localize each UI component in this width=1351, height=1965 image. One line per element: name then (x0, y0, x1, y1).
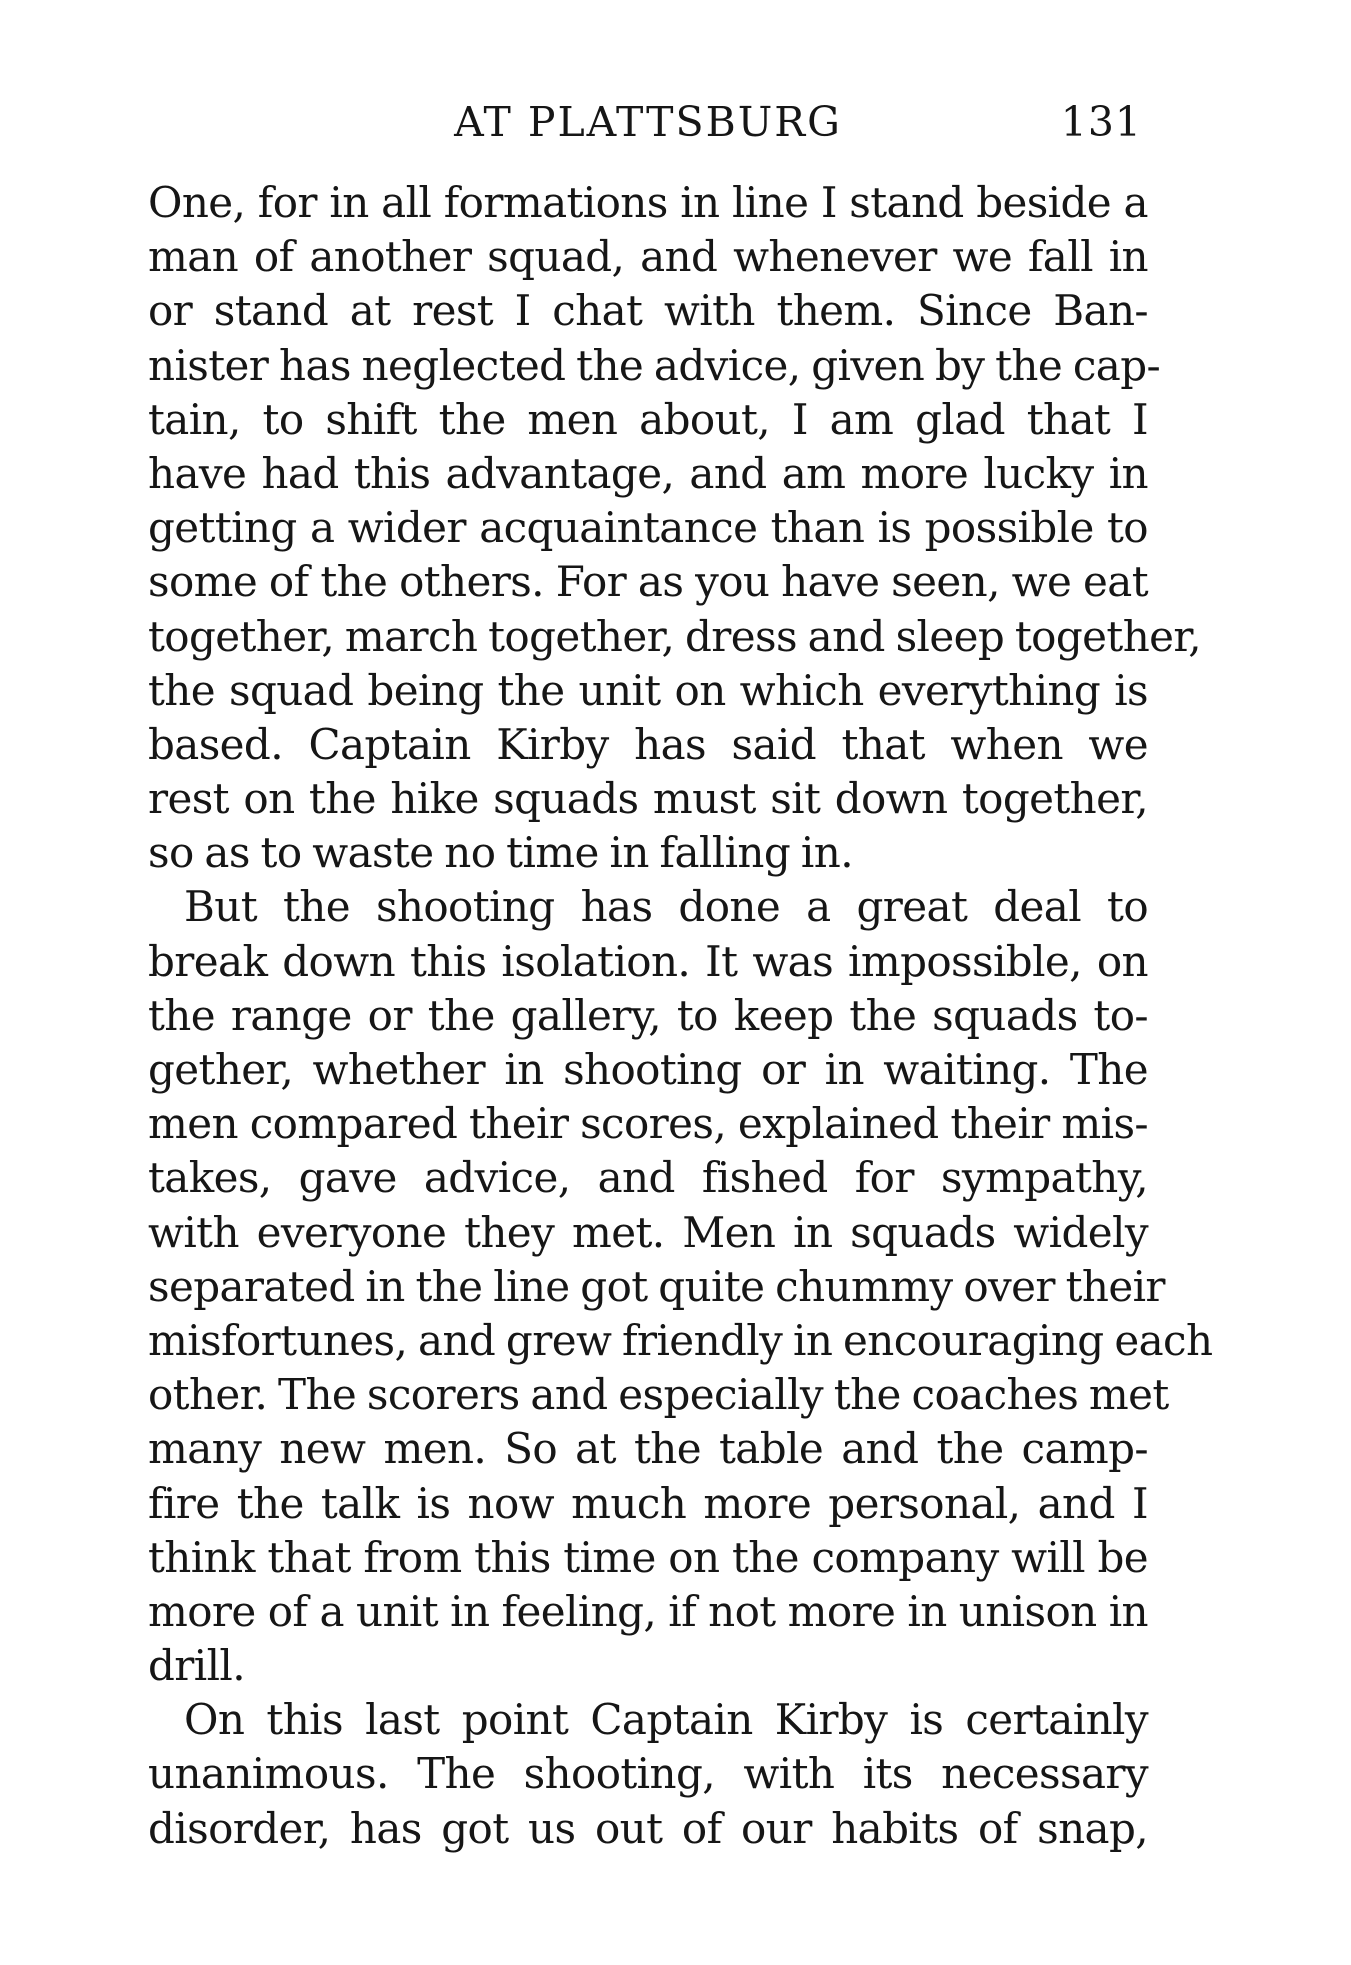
text-line: or stand at rest I chat with them. Since Ban- (148, 286, 1148, 336)
page-number: 131 (1060, 98, 1142, 146)
text-line: rest on the hike squads must sit down together, (148, 774, 1148, 824)
text-line: disorder, has got us out of our habits of snap, (148, 1803, 1148, 1853)
text-line: with everyone they met. Men in squads widely (148, 1207, 1148, 1257)
text-line: unanimous. The shooting, with its necessary (148, 1749, 1148, 1799)
text-line: other. The scorers and especially the coaches met (148, 1370, 1169, 1420)
text-line: together, march together, dress and sleep together, (148, 611, 1202, 661)
text-line: tain, to shift the men about, I am glad that I (148, 394, 1148, 444)
text-line: more of a unit in feeling, if not more in unison in (148, 1586, 1148, 1636)
running-title: AT PLATTSBURG (454, 98, 842, 146)
text-line: the range or the gallery, to keep the squads to- (148, 990, 1148, 1040)
text-line: break down this isolation. It was impossible, on (148, 936, 1148, 986)
text-line: some of the others. For as you have seen, we eat (148, 557, 1148, 607)
text-line: drill. (148, 1641, 246, 1691)
paragraph-start-line: On this last point Captain Kirby is certainly (184, 1695, 1148, 1745)
text-line: so as to waste no time in falling in. (148, 828, 853, 878)
text-line: One, for in all formations in line I stand beside a (148, 178, 1148, 227)
text-line: think that from this time on the company will be (148, 1532, 1148, 1582)
text-line: takes, gave advice, and fished for sympathy, (148, 1153, 1148, 1203)
text-line: man of another squad, and whenever we fall in (148, 232, 1148, 282)
text-line: men compared their scores, explained their mis- (148, 1099, 1148, 1149)
text-line: the squad being the unit on which everything is (148, 665, 1148, 715)
text-line: misfortunes, and grew friendly in encouraging each (148, 1315, 1213, 1365)
paragraph-start-line: But the shooting has done a great deal to (184, 882, 1148, 932)
text-line: gether, whether in shooting or in waiting. The (148, 1045, 1148, 1094)
text-line: fire the talk is now much more personal, and I (148, 1478, 1148, 1528)
text-line: many new men. So at the table and the camp- (148, 1424, 1148, 1474)
text-line: have had this advantage, and am more lucky in (148, 448, 1148, 498)
text-line: based. Captain Kirby has said that when we (148, 719, 1148, 769)
running-head (148, 92, 1148, 152)
body-text (148, 176, 1213, 1856)
text-line: getting a wider acquaintance than is possible to (148, 503, 1148, 553)
text-line: nister has neglected the advice, given by the cap- (148, 340, 1161, 390)
text-line: separated in the line got quite chummy over their (148, 1261, 1165, 1311)
